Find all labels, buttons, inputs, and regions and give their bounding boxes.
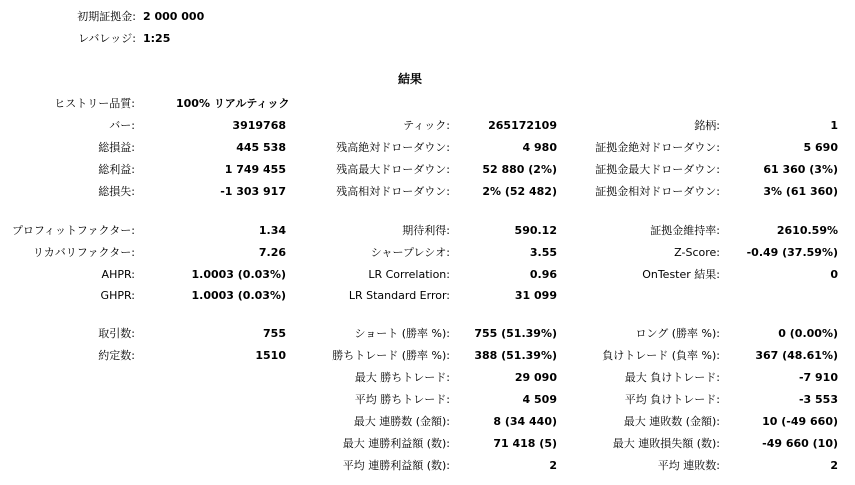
gross-loss-label: 総損失:	[98, 185, 135, 198]
margin-level-label: 証拠金維持率:	[650, 224, 720, 237]
zscore-label: Z-Score:	[674, 246, 720, 259]
short-trades-label: ショート (勝率 %):	[354, 327, 450, 340]
balance-dd-rel-value: 2% (52 482)	[482, 185, 557, 198]
margin-level-value: 2610.59%	[776, 224, 838, 237]
net-profit-value: 445 538	[236, 141, 286, 154]
leverage-label: レバレッジ:	[78, 32, 136, 45]
total-deals-label: 約定数:	[98, 349, 135, 362]
avg-consec-wins-value: 2	[549, 459, 557, 472]
equity-dd-max-label: 証拠金最大ドローダウン:	[595, 163, 720, 176]
short-trades-value: 755 (51.39%)	[474, 327, 557, 340]
avg-profit-value: 4 509	[522, 393, 557, 406]
max-consec-profit-value: 71 418 (5)	[493, 437, 557, 450]
gross-profit-label: 総利益:	[98, 163, 135, 176]
symbols-value: 1	[830, 119, 838, 132]
max-consec-profit-label: 最大 連勝利益額 (数):	[342, 437, 450, 450]
equity-dd-rel-value: 3% (61 360)	[763, 185, 838, 198]
balance-dd-max-label: 残高最大ドローダウン:	[336, 163, 450, 176]
bars-label: バー:	[109, 119, 135, 132]
ontester-value: 0	[830, 268, 838, 281]
bars-value: 3919768	[232, 119, 286, 132]
recovery-factor-value: 7.26	[258, 246, 286, 259]
profit-trades-value: 388 (51.39%)	[474, 349, 557, 362]
ahpr-value: 1.0003 (0.03%)	[191, 268, 286, 281]
sharpe-ratio-label: シャープレシオ:	[370, 246, 450, 259]
max-consec-wins-label: 最大 連勝数 (金額):	[353, 415, 450, 428]
ahpr-label: AHPR:	[101, 268, 135, 281]
initial-deposit-label: 初期証拠金:	[77, 10, 136, 23]
net-profit-label: 総損益:	[98, 141, 135, 154]
equity-dd-rel-label: 証拠金相対ドローダウン:	[595, 185, 720, 198]
balance-dd-max-value: 52 880 (2%)	[482, 163, 557, 176]
equity-dd-max-value: 61 360 (3%)	[763, 163, 838, 176]
zscore-value: -0.49 (37.59%)	[746, 246, 838, 259]
largest-profit-label: 最大 勝ちトレード:	[354, 371, 450, 384]
sharpe-ratio-value: 3.55	[529, 246, 557, 259]
expected-payoff-value: 590.12	[514, 224, 557, 237]
gross-profit-value: 1 749 455	[224, 163, 286, 176]
gross-loss-value: -1 303 917	[220, 185, 286, 198]
ghpr-label: GHPR:	[100, 289, 135, 302]
initial-deposit-value: 2 000 000	[143, 10, 205, 23]
lr-standard-error-label: LR Standard Error:	[348, 289, 450, 302]
ghpr-value: 1.0003 (0.03%)	[191, 289, 286, 302]
symbols-label: 銘柄:	[694, 119, 720, 132]
profit-factor-label: プロフィットファクター:	[11, 224, 135, 237]
avg-consec-losses-value: 2	[830, 459, 838, 472]
balance-dd-abs-value: 4 980	[522, 141, 557, 154]
ticks-value: 265172109	[488, 119, 557, 132]
avg-loss-value: -3 553	[798, 393, 838, 406]
balance-dd-rel-label: 残高相対ドローダウン:	[336, 185, 450, 198]
total-trades-label: 取引数:	[98, 327, 135, 340]
total-deals-value: 1510	[255, 349, 286, 362]
long-trades-label: ロング (勝率 %):	[635, 327, 720, 340]
lr-correlation-label: LR Correlation:	[368, 268, 450, 281]
history-quality-label: ヒストリー品質:	[54, 97, 135, 110]
balance-dd-abs-label: 残高絶対ドローダウン:	[336, 141, 450, 154]
equity-dd-abs-label: 証拠金絶対ドローダウン:	[595, 141, 720, 154]
equity-dd-abs-value: 5 690	[803, 141, 838, 154]
history-quality-value: 100% リアルティック	[176, 97, 290, 110]
avg-profit-label: 平均 勝ちトレード:	[354, 393, 450, 406]
leverage-value: 1:25	[143, 32, 171, 45]
loss-trades-label: 負けトレード (負率 %):	[602, 349, 720, 362]
avg-consec-wins-label: 平均 連勝利益額 (数):	[342, 459, 450, 472]
avg-loss-label: 平均 負けトレード:	[624, 393, 720, 406]
max-consec-wins-value: 8 (34 440)	[493, 415, 557, 428]
total-trades-value: 755	[263, 327, 286, 340]
results-title: 結果	[397, 72, 422, 86]
max-consec-loss-label: 最大 連敗損失額 (数):	[612, 437, 720, 450]
loss-trades-value: 367 (48.61%)	[755, 349, 838, 362]
max-consec-losses-label: 最大 連敗数 (金額):	[623, 415, 720, 428]
ontester-label: OnTester 結果:	[642, 268, 720, 281]
largest-loss-label: 最大 負けトレード:	[624, 371, 720, 384]
ticks-label: ティック:	[403, 119, 450, 132]
profit-factor-value: 1.34	[258, 224, 286, 237]
expected-payoff-label: 期待利得:	[402, 224, 450, 237]
largest-loss-value: -7 910	[798, 371, 838, 384]
lr-correlation-value: 0.96	[529, 268, 557, 281]
lr-standard-error-value: 31 099	[514, 289, 557, 302]
largest-profit-value: 29 090	[514, 371, 557, 384]
max-consec-losses-value: 10 (-49 660)	[762, 415, 838, 428]
max-consec-loss-value: -49 660 (10)	[762, 437, 838, 450]
avg-consec-losses-label: 平均 連敗数:	[657, 459, 720, 472]
profit-trades-label: 勝ちトレード (勝率 %):	[332, 349, 450, 362]
recovery-factor-label: リカバリファクター:	[32, 246, 135, 259]
long-trades-value: 0 (0.00%)	[778, 327, 838, 340]
